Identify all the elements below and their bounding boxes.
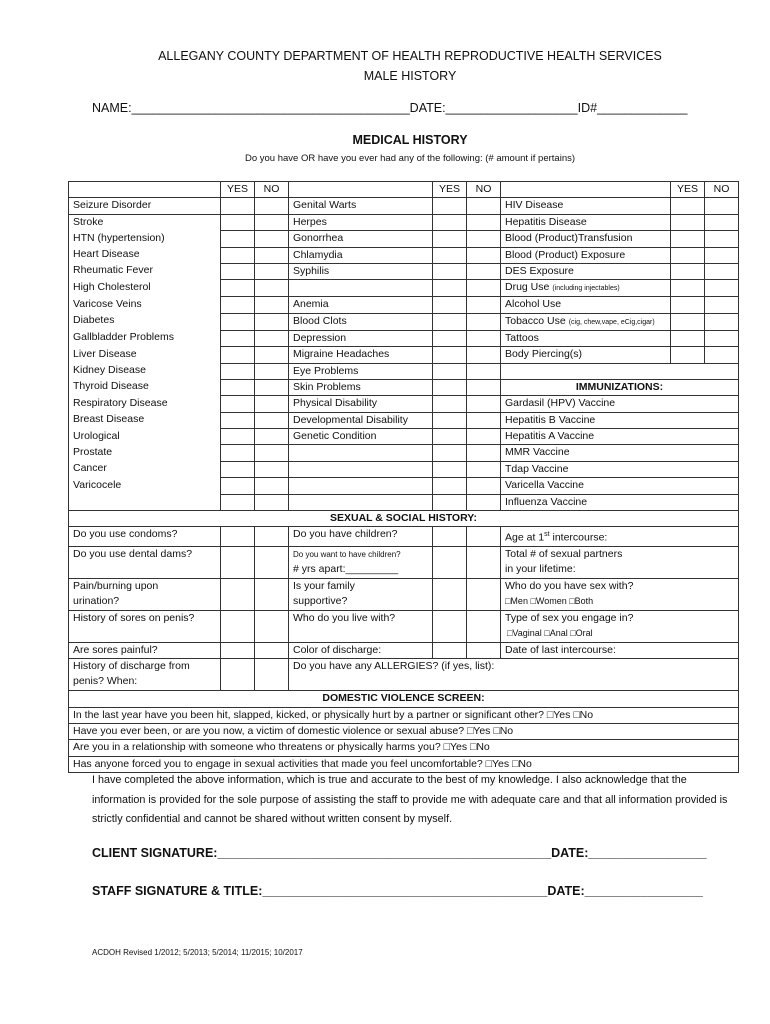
condition-label: Kidney Disease: [69, 363, 221, 379]
yes-checkbox-cell[interactable]: [433, 263, 467, 279]
no-checkbox-cell[interactable]: [705, 198, 739, 214]
condition-label: Physical Disability: [289, 396, 433, 412]
yes-checkbox-cell[interactable]: [671, 263, 705, 279]
no-checkbox-cell[interactable]: [255, 363, 289, 379]
condition-text: Blood (Product) Exposure: [505, 248, 626, 261]
no-checkbox-cell[interactable]: [255, 379, 289, 395]
yrs-apart-field: # yrs apart:_________: [293, 562, 399, 575]
condition-label: [501, 347, 671, 363]
yes-checkbox-cell[interactable]: [671, 198, 705, 214]
last-intercourse-question[interactable]: Date of last intercourse:: [501, 642, 739, 658]
blank-cell: [69, 494, 221, 510]
age-first-b: intercourse:: [549, 531, 608, 544]
condition-label: [501, 280, 671, 297]
yes-header: YES: [221, 182, 255, 198]
no-checkbox-cell[interactable]: [467, 263, 501, 279]
yes-checkbox-cell[interactable]: [221, 412, 255, 428]
age-first-sup: st: [544, 531, 550, 539]
no-checkbox-cell[interactable]: [255, 280, 289, 297]
yes-checkbox-cell[interactable]: [221, 247, 255, 263]
form-subtitle: MALE HISTORY: [363, 69, 457, 83]
condition-label: Depression: [289, 330, 433, 346]
yes-checkbox-cell[interactable]: [221, 396, 255, 412]
no-checkbox-cell[interactable]: [255, 659, 289, 691]
table-row: [69, 263, 739, 279]
condition-label: Urological: [69, 429, 221, 445]
want-children-question: Do you want to have children?: [293, 549, 401, 559]
yes-checkbox-cell[interactable]: [433, 363, 467, 379]
no-checkbox-cell[interactable]: [467, 379, 501, 395]
yes-checkbox-cell[interactable]: [221, 347, 255, 363]
age-first-intercourse[interactable]: [501, 527, 739, 547]
domestic-violence-body: [69, 691, 739, 773]
yes-checkbox-cell[interactable]: [433, 247, 467, 263]
sexual-social-body: [69, 511, 739, 691]
header-blank: [289, 182, 433, 198]
condition-label: Anemia: [289, 297, 433, 313]
no-checkbox-cell[interactable]: [255, 396, 289, 412]
yes-checkbox-cell[interactable]: [433, 396, 467, 412]
dental-dams-question: Do you use dental dams?: [69, 546, 221, 578]
no-checkbox-cell[interactable]: [705, 247, 739, 263]
table-row: [69, 297, 739, 313]
family-question: [289, 578, 433, 610]
no-checkbox-cell[interactable]: [705, 280, 739, 297]
yes-checkbox-cell[interactable]: [433, 429, 467, 445]
no-checkbox-cell[interactable]: [705, 231, 739, 247]
no-checkbox-cell[interactable]: [467, 396, 501, 412]
no-checkbox-cell[interactable]: [705, 313, 739, 330]
immunization-label[interactable]: Hepatitis A Vaccine: [501, 429, 739, 445]
table-row: [69, 461, 739, 477]
yes-checkbox-cell[interactable]: [433, 546, 467, 578]
discharge-history-question: [69, 659, 221, 691]
no-checkbox-cell[interactable]: [467, 546, 501, 578]
no-checkbox-cell[interactable]: [467, 527, 501, 547]
condition-label: Cancer: [69, 461, 221, 477]
yes-checkbox-cell[interactable]: [671, 313, 705, 330]
condition-label: Syphilis: [289, 263, 433, 279]
condition-label: Chlamydia: [289, 247, 433, 263]
no-checkbox-cell[interactable]: [467, 412, 501, 428]
table-row: [69, 478, 739, 494]
yes-checkbox-cell[interactable]: [221, 363, 255, 379]
condition-label: Blood Clots: [289, 313, 433, 330]
condition-label: Thyroid Disease: [69, 379, 221, 395]
no-checkbox-cell[interactable]: [255, 347, 289, 363]
no-checkbox-cell[interactable]: [255, 461, 289, 477]
immunization-label[interactable]: Tdap Vaccine: [501, 461, 739, 477]
no-checkbox-cell[interactable]: [255, 330, 289, 346]
pain-1: Pain/burning upon: [73, 579, 159, 592]
family-2: supportive?: [293, 594, 348, 607]
condition-label: Herpes: [289, 214, 433, 230]
no-checkbox-cell[interactable]: [255, 412, 289, 428]
age-first-a: Age at 1: [505, 531, 545, 544]
no-header: NO: [255, 182, 289, 198]
no-checkbox-cell[interactable]: [467, 231, 501, 247]
no-checkbox-cell[interactable]: [467, 313, 501, 330]
table-header-row: [69, 182, 739, 198]
condition-label: Varicose Veins: [69, 297, 221, 313]
immunization-label[interactable]: Influenza Vaccine: [501, 494, 739, 510]
condition-label: [501, 247, 671, 263]
condition-label: Skin Problems: [289, 379, 433, 395]
client-signature-line[interactable]: CLIENT SIGNATURE:________________________________________________DATE:_________________: [92, 846, 707, 860]
condition-label: Diabetes: [69, 313, 221, 330]
no-checkbox-cell[interactable]: [255, 429, 289, 445]
condition-label: Developmental Disability: [289, 412, 433, 428]
condition-label: Prostate: [69, 445, 221, 461]
live-with-question[interactable]: Who do you live with?: [289, 610, 433, 642]
condition-text: DES Exposure: [505, 264, 574, 277]
yes-checkbox-cell[interactable]: [433, 297, 467, 313]
no-checkbox-cell[interactable]: [467, 578, 501, 610]
no-checkbox-cell[interactable]: [705, 347, 739, 363]
no-checkbox-cell[interactable]: [255, 313, 289, 330]
yes-checkbox-cell[interactable]: [433, 527, 467, 547]
condition-label: [501, 214, 671, 230]
condition-label: High Cholesterol: [69, 280, 221, 297]
tobacco-use-note: (cig, chew,vape, eCig,cigar): [568, 318, 655, 326]
table-row: [69, 347, 739, 363]
patient-id-line[interactable]: NAME:________________________________________DATE:___________________ID#_____________: [92, 101, 688, 115]
sores-question: History of sores on penis?: [69, 610, 221, 642]
discharge-hist-1: History of discharge from: [73, 660, 190, 673]
yes-checkbox-cell[interactable]: [671, 280, 705, 297]
yes-checkbox-cell[interactable]: [221, 297, 255, 313]
yes-checkbox-cell[interactable]: [433, 478, 467, 494]
drug-use-note: (including injectables): [552, 285, 620, 293]
condition-text: Drug Use: [505, 281, 550, 294]
no-checkbox-cell[interactable]: [255, 214, 289, 230]
no-checkbox-cell[interactable]: [255, 546, 289, 578]
total-partners-1: Total # of sexual partners: [505, 547, 623, 560]
table-row: [69, 429, 739, 445]
have-children-question: Do you have children?: [289, 527, 433, 547]
header-blank: [69, 182, 221, 198]
yes-checkbox-cell[interactable]: [433, 280, 467, 297]
no-checkbox-cell[interactable]: [467, 610, 501, 642]
no-checkbox-cell[interactable]: [467, 347, 501, 363]
discharge-hist-2: penis? When:: [73, 675, 138, 688]
condition-text: HIV Disease: [505, 199, 564, 212]
yes-checkbox-cell[interactable]: [221, 578, 255, 610]
no-checkbox-cell[interactable]: [705, 214, 739, 230]
allergies-question[interactable]: Do you have any ALLERGIES? (if yes, list):: [289, 659, 739, 691]
blank-cell: [289, 494, 433, 510]
yes-checkbox-cell[interactable]: [221, 379, 255, 395]
yes-checkbox-cell[interactable]: [221, 610, 255, 642]
no-checkbox-cell[interactable]: [467, 198, 501, 214]
table-row: [69, 214, 739, 230]
no-checkbox-cell[interactable]: [467, 297, 501, 313]
family-1: Is your family: [293, 579, 355, 592]
dv-question-4[interactable]: Has anyone forced you to engage in sexual activities that made you feel uncomfortable? □Yes □No: [69, 756, 739, 772]
yes-checkbox-cell[interactable]: [433, 231, 467, 247]
table-row: [69, 330, 739, 346]
table-row: [69, 494, 739, 510]
dv-question-1[interactable]: In the last year have you been hit, slapped, kicked, or physically hurt by a partner or significant other? □Yes □No: [69, 707, 739, 723]
condoms-question: Do you use condoms?: [69, 527, 221, 547]
yes-checkbox-cell[interactable]: [671, 347, 705, 363]
immunization-label[interactable]: MMR Vaccine: [501, 445, 739, 461]
yes-checkbox-cell[interactable]: [221, 527, 255, 547]
condition-label: [501, 263, 671, 279]
no-checkbox-cell[interactable]: [255, 297, 289, 313]
sex-with-question: Who do you have sex with?: [505, 579, 634, 592]
no-checkbox-cell[interactable]: [467, 429, 501, 445]
condition-text: Tattoos: [505, 331, 539, 344]
medical-history-title: MEDICAL HISTORY: [352, 133, 468, 147]
condition-label: [289, 478, 433, 494]
condition-label: [501, 297, 671, 313]
yes-checkbox-cell[interactable]: [221, 263, 255, 279]
yes-checkbox-cell[interactable]: [671, 330, 705, 346]
no-checkbox-cell[interactable]: [255, 642, 289, 658]
yes-checkbox-cell[interactable]: [221, 494, 255, 510]
no-header: NO: [467, 182, 501, 198]
condition-label: HTN (hypertension): [69, 231, 221, 247]
condition-label: [289, 461, 433, 477]
condition-label: Genital Warts: [289, 198, 433, 214]
condition-label: [501, 198, 671, 214]
condition-label: Heart Disease: [69, 247, 221, 263]
table-row: [69, 313, 739, 330]
total-partners-2: in your lifetime:: [505, 562, 576, 575]
condition-label: Migraine Headaches: [289, 347, 433, 363]
condition-label: [289, 445, 433, 461]
condition-label: [501, 330, 671, 346]
history-table: [68, 181, 739, 773]
yes-checkbox-cell[interactable]: [221, 445, 255, 461]
no-checkbox-cell[interactable]: [467, 445, 501, 461]
table-row: [69, 412, 739, 428]
sex-with-options[interactable]: □Men □Women □Both: [505, 595, 594, 606]
immunization-label[interactable]: Gardasil (HPV) Vaccine: [501, 396, 739, 412]
immunization-label[interactable]: Hepatitis B Vaccine: [501, 412, 739, 428]
yes-checkbox-cell[interactable]: [221, 429, 255, 445]
yes-checkbox-cell[interactable]: [221, 546, 255, 578]
condition-label: Eye Problems: [289, 363, 433, 379]
dv-question-3[interactable]: Are you in a relationship with someone who threatens or physically harms you? □Yes □No: [69, 740, 739, 756]
want-children-cell[interactable]: [289, 546, 433, 578]
header-blank: [501, 182, 671, 198]
condition-text: Blood (Product)Transfusion: [505, 232, 633, 245]
condition-label: Rheumatic Fever: [69, 263, 221, 279]
no-checkbox-cell[interactable]: [467, 363, 501, 379]
no-checkbox-cell[interactable]: [467, 247, 501, 263]
yes-checkbox-cell[interactable]: [433, 642, 467, 658]
yes-checkbox-cell[interactable]: [433, 412, 467, 428]
yes-checkbox-cell[interactable]: [671, 214, 705, 230]
condition-label: Breast Disease: [69, 412, 221, 428]
acknowledgement-text: I have completed the above information, which is true and accurate to the best of my knowledge. I also acknowledge that the information is provided for the sole purpose of assisting the staff to provide me with adequate care and that all information provided is strictly confidential and cannot be shared without written consent by myself.: [92, 774, 728, 825]
no-checkbox-cell[interactable]: [705, 330, 739, 346]
yes-checkbox-cell[interactable]: [671, 297, 705, 313]
yes-checkbox-cell[interactable]: [221, 478, 255, 494]
yes-checkbox-cell[interactable]: [221, 231, 255, 247]
blank-cell: [501, 363, 739, 379]
no-checkbox-cell[interactable]: [467, 478, 501, 494]
condition-label: [501, 313, 671, 330]
yes-checkbox-cell[interactable]: [221, 313, 255, 330]
table-row: [69, 280, 739, 297]
no-checkbox-cell[interactable]: [255, 527, 289, 547]
condition-label: Gallbladder Problems: [69, 330, 221, 346]
no-header: NO: [705, 182, 739, 198]
condition-label: Varicocele: [69, 478, 221, 494]
yes-checkbox-cell[interactable]: [433, 347, 467, 363]
dv-question-2[interactable]: Have you ever been, or are you now, a victim of domestic violence or sexual abuse? □Yes □No: [69, 724, 739, 740]
sex-type-question: Type of sex you engage in?: [505, 611, 634, 624]
pain-question: [69, 578, 221, 610]
sexual-history-title: SEXUAL & SOCIAL HISTORY:: [69, 511, 739, 527]
condition-label: [501, 231, 671, 247]
yes-checkbox-cell[interactable]: [433, 494, 467, 510]
condition-text: Hepatitis Disease: [505, 215, 587, 228]
medical-history-body: [69, 182, 739, 511]
condition-text: Alcohol Use: [505, 298, 562, 311]
no-checkbox-cell[interactable]: [705, 297, 739, 313]
condition-label: Stroke: [69, 214, 221, 230]
table-row: [69, 247, 739, 263]
yes-checkbox-cell[interactable]: [221, 330, 255, 346]
no-checkbox-cell[interactable]: [255, 198, 289, 214]
condition-label: Seizure Disorder: [69, 198, 221, 214]
pain-2: urination?: [73, 594, 120, 607]
revision-note: ACDOH Revised 1/2012; 5/2013; 5/2014; 11/2015; 10/2017: [92, 948, 303, 957]
condition-text: Body Piercing(s): [505, 348, 583, 361]
yes-checkbox-cell[interactable]: [433, 578, 467, 610]
yes-checkbox-cell[interactable]: [433, 379, 467, 395]
medical-history-instruction: Do you have OR have you ever had any of the following: (# amount if pertains): [244, 153, 576, 164]
yes-checkbox-cell[interactable]: [433, 198, 467, 214]
condition-label: Gonorrhea: [289, 231, 433, 247]
no-checkbox-cell[interactable]: [255, 478, 289, 494]
no-checkbox-cell[interactable]: [255, 578, 289, 610]
staff-signature-line[interactable]: STAFF SIGNATURE & TITLE:_________________________________________DATE:_________________: [92, 884, 703, 898]
yes-checkbox-cell[interactable]: [433, 214, 467, 230]
no-checkbox-cell[interactable]: [255, 610, 289, 642]
table-row: [69, 363, 739, 379]
yes-checkbox-cell[interactable]: [221, 280, 255, 297]
yes-checkbox-cell[interactable]: [433, 610, 467, 642]
yes-checkbox-cell[interactable]: [221, 659, 255, 691]
no-checkbox-cell[interactable]: [255, 494, 289, 510]
yes-header: YES: [671, 182, 705, 198]
condition-label: Liver Disease: [69, 347, 221, 363]
table-row: [69, 231, 739, 247]
no-checkbox-cell[interactable]: [255, 247, 289, 263]
no-checkbox-cell[interactable]: [705, 263, 739, 279]
no-checkbox-cell[interactable]: [467, 494, 501, 510]
no-checkbox-cell[interactable]: [255, 231, 289, 247]
discharge-color-question[interactable]: Color of discharge:: [289, 642, 433, 658]
sex-with-cell[interactable]: [501, 578, 739, 610]
yes-header: YES: [433, 182, 467, 198]
no-checkbox-cell[interactable]: [467, 461, 501, 477]
sex-type-options[interactable]: □Vaginal □Anal □Oral: [507, 627, 593, 638]
no-checkbox-cell[interactable]: [255, 445, 289, 461]
immunizations-title: IMMUNIZATIONS:: [501, 379, 739, 395]
no-checkbox-cell[interactable]: [467, 280, 501, 297]
yes-checkbox-cell[interactable]: [433, 313, 467, 330]
table-row: [69, 198, 739, 214]
yes-checkbox-cell[interactable]: [221, 198, 255, 214]
sex-type-cell[interactable]: [501, 610, 739, 642]
total-partners-cell[interactable]: [501, 546, 739, 578]
table-row: [69, 379, 739, 395]
yes-checkbox-cell[interactable]: [221, 461, 255, 477]
no-checkbox-cell[interactable]: [467, 214, 501, 230]
yes-checkbox-cell[interactable]: [221, 214, 255, 230]
form-title: ALLEGANY COUNTY DEPARTMENT OF HEALTH REPRODUCTIVE HEALTH SERVICES: [158, 49, 662, 63]
dv-screen-title: DOMESTIC VIOLENCE SCREEN:: [69, 691, 739, 707]
immunization-label[interactable]: Varicella Vaccine: [501, 478, 739, 494]
no-checkbox-cell[interactable]: [467, 642, 501, 658]
yes-checkbox-cell[interactable]: [221, 642, 255, 658]
table-row: [69, 445, 739, 461]
no-checkbox-cell[interactable]: [467, 330, 501, 346]
yes-checkbox-cell[interactable]: [671, 231, 705, 247]
table-row: [69, 396, 739, 412]
yes-checkbox-cell[interactable]: [433, 445, 467, 461]
condition-label: Genetic Condition: [289, 429, 433, 445]
condition-label: Respiratory Disease: [69, 396, 221, 412]
condition-text: Tobacco Use: [505, 314, 566, 327]
yes-checkbox-cell[interactable]: [433, 461, 467, 477]
condition-label: [289, 280, 433, 297]
yes-checkbox-cell[interactable]: [671, 247, 705, 263]
sores-painful-question: Are sores painful?: [69, 642, 221, 658]
no-checkbox-cell[interactable]: [255, 263, 289, 279]
yes-checkbox-cell[interactable]: [433, 330, 467, 346]
